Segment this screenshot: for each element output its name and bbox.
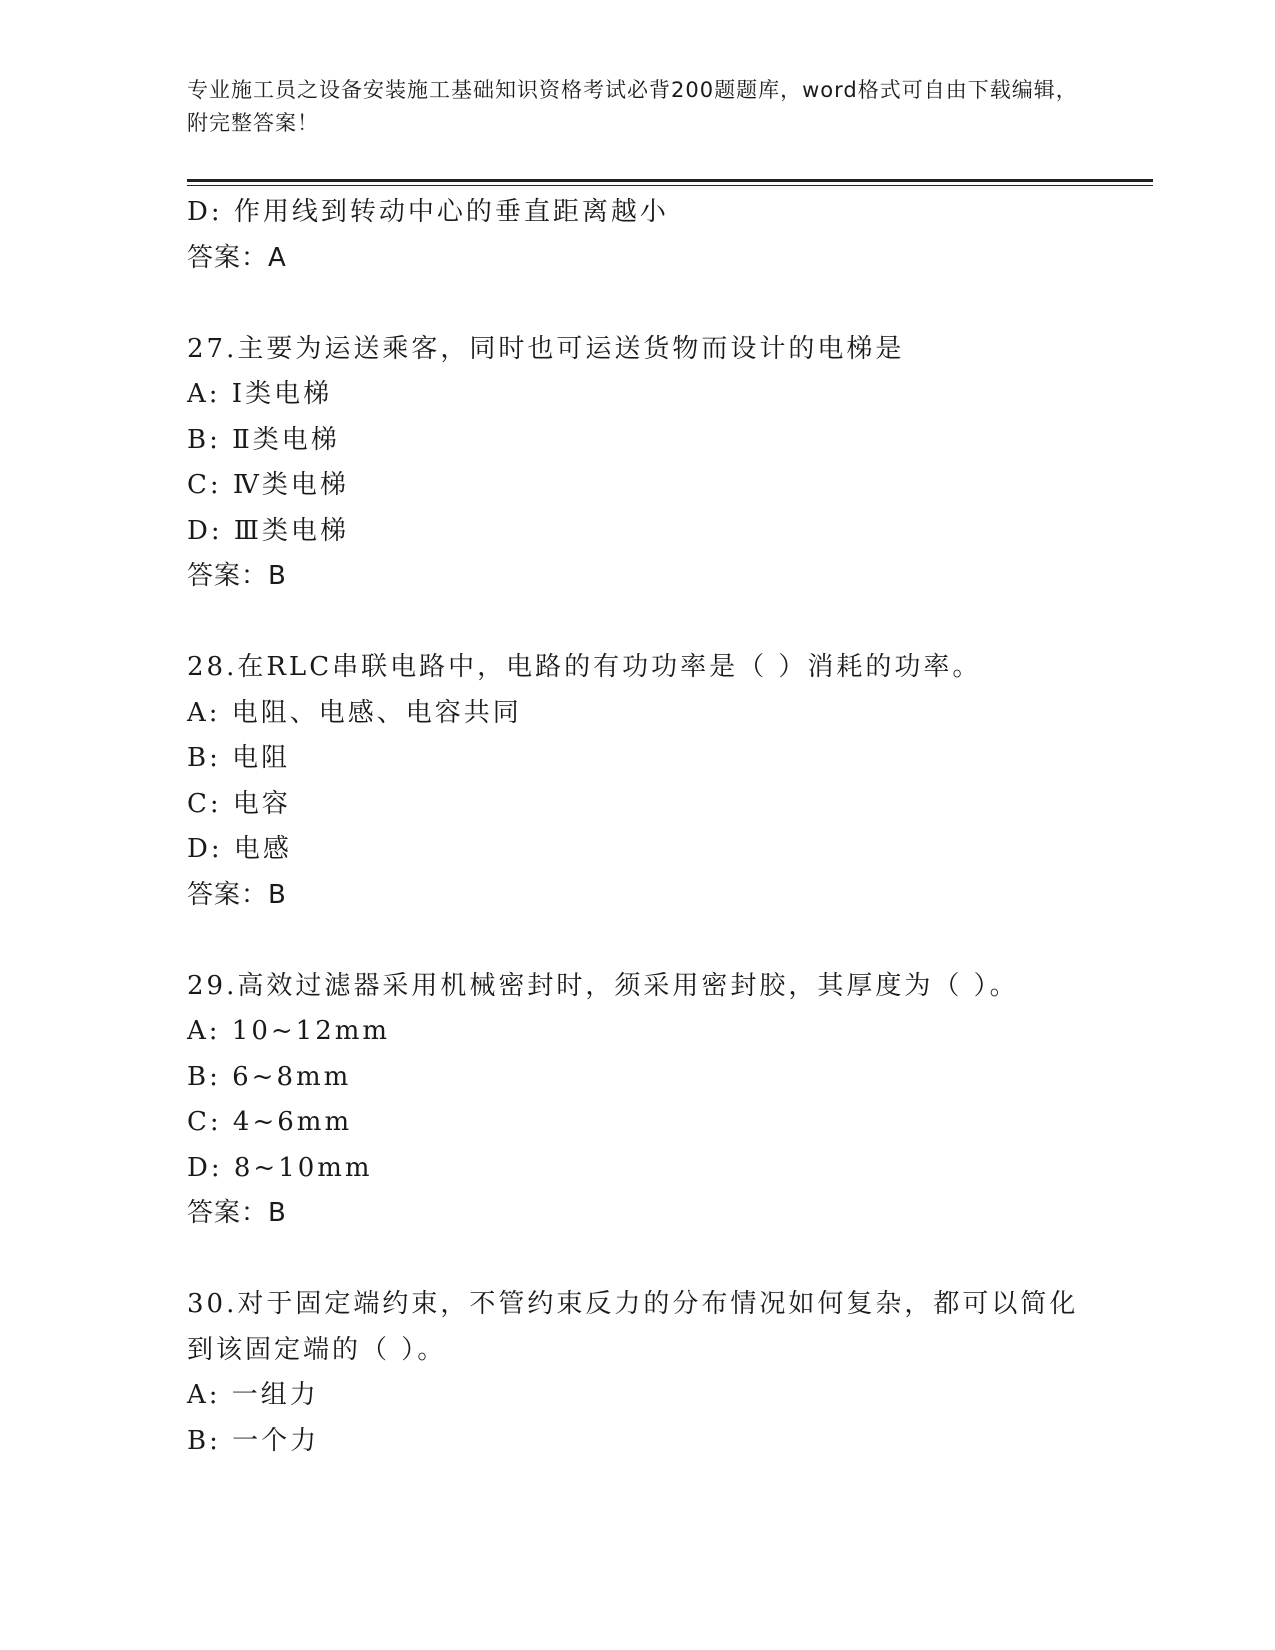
- prev-answer: 答案：A: [187, 242, 287, 273]
- question-29: [187, 964, 1153, 1237]
- spacer: [187, 281, 1153, 327]
- option-a: A: Ⅰ类电梯: [187, 379, 333, 409]
- option-a: A: 电阻、电感、电容共同: [187, 697, 522, 728]
- question-28: [187, 645, 1153, 918]
- option-c: C: Ⅳ类电梯: [187, 470, 349, 500]
- answer: 答案：B: [187, 1198, 287, 1228]
- option-c: C: 电容: [187, 788, 291, 819]
- question-title: 29.高效过滤器采用机械密封时，须采用密封胶，其厚度为（ ）。: [187, 970, 1019, 1001]
- option-d: D: 8~10mm: [187, 1152, 373, 1183]
- header-divider-thin: [187, 185, 1153, 186]
- question-title: 30.对于固定端约束，不管约束反力的分布情况如何复杂，都可以简化到该固定端的（ ）。: [187, 1289, 1079, 1365]
- option-d: D: 电感: [187, 834, 292, 864]
- document-body: [187, 190, 1153, 1464]
- option-a: A: 一组力: [187, 1380, 319, 1410]
- option-b: B: 一个力: [187, 1425, 320, 1456]
- spacer: [187, 918, 1153, 964]
- question-title: 28.在RLC串联电路中，电路的有功功率是（ ）消耗的功率。: [187, 652, 982, 682]
- option-b: B: Ⅱ类电梯: [187, 424, 340, 455]
- answer: 答案：B: [187, 561, 287, 591]
- question-30: [187, 1282, 1153, 1464]
- prev-option-d: D: 作用线到转动中心的垂直距离越小: [187, 197, 669, 227]
- option-c: C: 4~6mm: [187, 1107, 353, 1137]
- answer: 答案：B: [187, 879, 287, 910]
- option-a: A: 10~12mm: [187, 1016, 391, 1046]
- header-text: 专业施工员之设备安装施工基础知识资格考试必背200题题库，word格式可自由下载编辑，附完整答案！: [187, 78, 1078, 135]
- document-header: [187, 74, 1087, 140]
- option-b: B: 电阻: [187, 743, 291, 773]
- question-27: [187, 327, 1153, 600]
- option-b: B: 6~8mm: [187, 1061, 352, 1092]
- question-title: 27.主要为运送乘客，同时也可运送货物而设计的电梯是: [187, 333, 905, 364]
- spacer: [187, 600, 1153, 646]
- option-d: D: Ⅲ类电梯: [187, 515, 349, 546]
- spacer: [187, 1237, 1153, 1283]
- header-divider-thick: [187, 179, 1153, 182]
